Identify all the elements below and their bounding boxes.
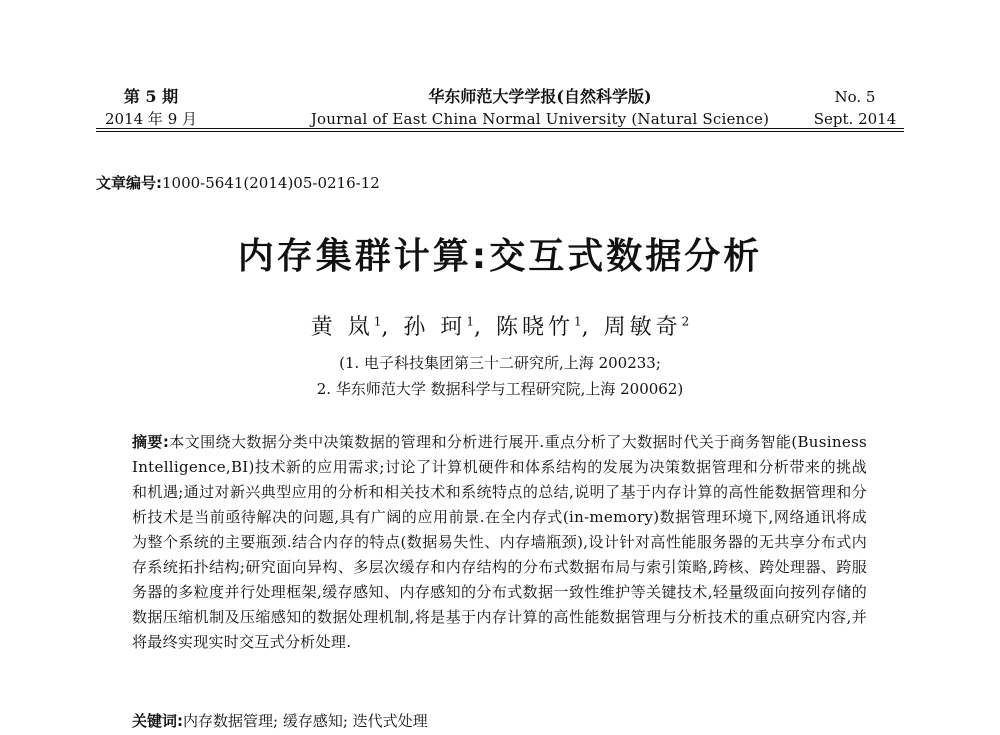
author-name: 孙 珂 [403, 315, 467, 340]
affiliation-2: 2. 华东师范大学 数据科学与工程研究院,上海 200062) [316, 380, 684, 398]
issue-date-cn: 2014 年 9 月 [104, 110, 198, 128]
issue-number-cn: 第 5 期 [123, 87, 179, 106]
article-number [96, 172, 380, 193]
abstract [132, 430, 867, 655]
header-rule-top [96, 128, 904, 129]
affiliation-1: (1. 电子科技集团第三十二研究所,上海 200233; [339, 354, 661, 372]
header-rule-bottom [96, 131, 904, 132]
issue-date-en: Sept. 2014 [813, 110, 897, 128]
journal-title-cn: 华东师范大学学报(自然科学版) [428, 87, 652, 106]
header-journal [300, 86, 780, 130]
author-affiliation-mark: 2 [681, 314, 690, 329]
abstract-text: 本文围绕大数据分类中决策数据的管理和分析进行展开.重点分析了大数据时代关于商务智能(Business Intelligence,BI)技术新的应用需求;讨论了计算机硬件和体系结构的发展为决策数据管理和分析带来的挑战和机遇;通过对新兴典型应用的分析和相关技术和系统特点的总结,说明了基于内存计算的高性能数据管理和分析技术是当前亟待解决的问题,具有广阔的应用前景.在全内存式(in-memory)数据管理环境下,网络通讯将成为整个系统的主要瓶颈.结合内存的特点(数据易失性、内存墙瓶颈),设计针对高性能服务器的无共享分布式内存系统拓扑结构;研究面向异构、多层次缓存和内存结构的分布式数据布局与索引策略,跨核、跨处理器、跨服务器的多粒度并行处理框架,缓存感知、内存感知的分布式数据一致性维护等关键技术,轻量级面向按列存储的数据压缩机制及压缩感知的数据处理机制,将是基于内存计算的高性能数据管理与分析技术的重点研究内容,并将最终实现实时交互式分析处理. [132, 433, 867, 651]
author-affiliation-mark: 1 [466, 314, 474, 329]
author-affiliation-mark: 1 [373, 314, 382, 329]
header-issue-en [800, 86, 910, 130]
author-name: 黄 岚 [310, 315, 374, 340]
author-affiliation-mark: 1 [574, 314, 582, 329]
author-list: 黄 岚$^1$, 孙 珂$^1$, 陈晓竹$^1$, 周敏奇$^2$ [310, 314, 690, 340]
keywords-text: 内存数据管理; 缓存感知; 迭代式处理 [183, 712, 428, 730]
header-issue-cn [96, 86, 206, 130]
journal-title-en: Journal of East China Normal University (Natural Science) [310, 110, 770, 128]
author-name: 周敏奇 [603, 315, 682, 340]
article-number-label: 文章编号: [96, 174, 162, 192]
paper-title: 内存集群计算:交互式数据分析 [237, 236, 763, 277]
author-name: 陈晓竹 [495, 315, 574, 340]
keywords-label: 关键词: [132, 712, 183, 730]
abstract-label: 摘要: [132, 433, 170, 451]
issue-number-en: No. 5 [834, 88, 876, 106]
keywords [132, 710, 428, 731]
article-number-value: 1000-5641(2014)05-0216-12 [162, 174, 380, 192]
